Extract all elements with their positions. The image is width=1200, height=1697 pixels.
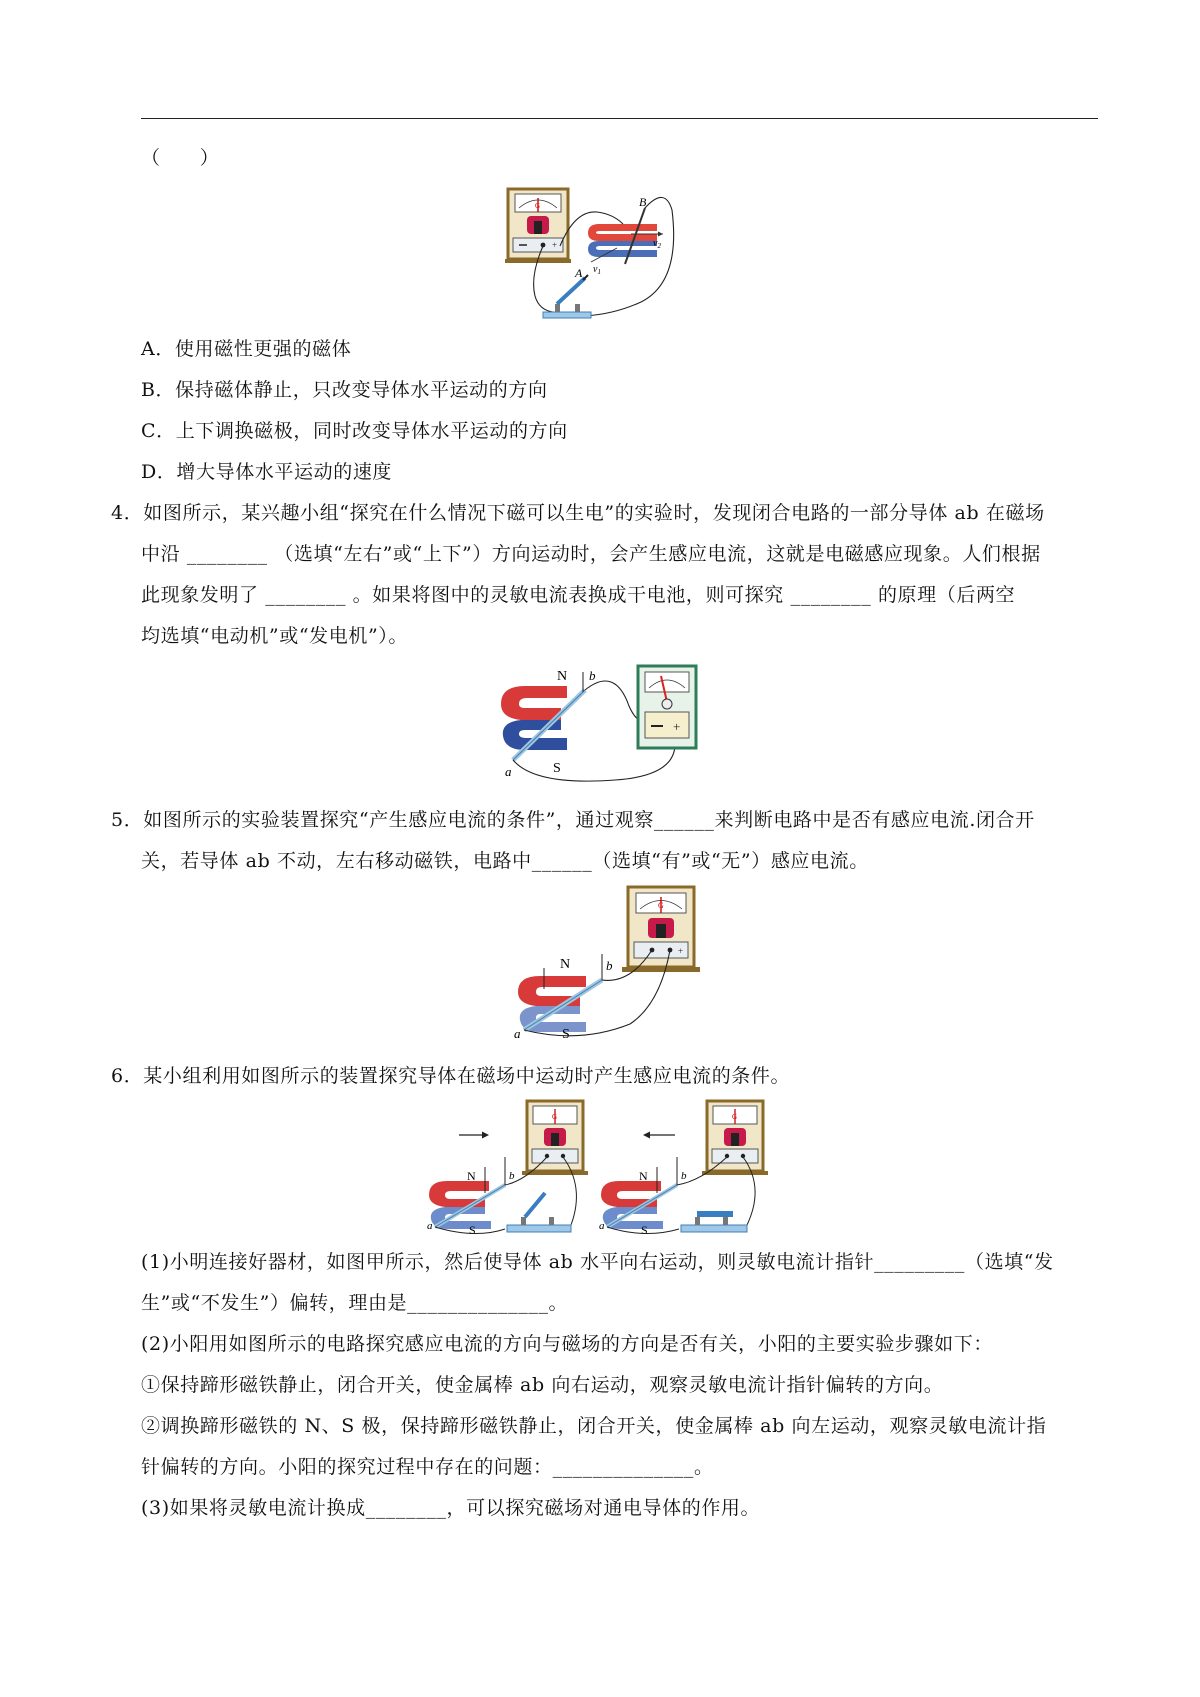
switch-icon	[543, 275, 591, 318]
svg-text:A: A	[575, 266, 583, 280]
q5-line-2: 关，若导体 ab 不动，左右移动磁铁，电路中______（选填“有”或“无”）感应电流。	[141, 850, 869, 872]
q4-line-3: 此现象发明了 ________ 。如果将图中的灵敏电流表换成干电池，则可探究 ________ 的原理（后两空	[141, 584, 1016, 606]
q3-option-b: B．保持磁体静止，只改变导体水平运动的方向	[141, 379, 548, 401]
answer-bracket: （ ）	[141, 147, 220, 169]
svg-text:b: b	[509, 1170, 515, 1182]
galvanometer-icon	[522, 1101, 588, 1175]
q3-figure	[505, 186, 705, 332]
q6-line-6: ②调换蹄形磁铁的 N、S 极，保持蹄形磁铁静止，闭合开关，使金属棒 ab 向左运动，观察灵敏电流计指	[141, 1415, 1047, 1437]
horseshoe-magnet-icon	[588, 208, 657, 264]
svg-text:a: a	[599, 1220, 605, 1232]
svg-text:b: b	[589, 668, 596, 683]
q6-line-7: 针偏转的方向。小阳的探究过程中存在的问题：______________。	[141, 1456, 714, 1478]
q6-figure	[425, 1097, 795, 1237]
q5-line-1: 5．如图所示的实验装置探究“产生感应电流的条件”，通过观察______来判断电路中是否有感应电流.闭合开	[111, 809, 1035, 831]
svg-text:S: S	[562, 1027, 570, 1040]
svg-text:+: +	[552, 240, 558, 250]
q4-line-2: 中沿 ________ （选填“左右”或“上下”）方向运动时，会产生感应电流，这就是电磁感应现象。人们根据	[141, 543, 1041, 565]
q3-option-a: A．使用磁性更强的磁体	[141, 338, 352, 360]
q6-line-4: (2)小阳用如图所示的电路探究感应电流的方向与磁场的方向是否有关，小阳的主要实验步骤如下：	[141, 1333, 993, 1355]
svg-text:a: a	[505, 764, 512, 779]
galvanometer-icon	[622, 887, 700, 972]
svg-text:N: N	[557, 669, 568, 684]
header-rule	[141, 118, 1098, 119]
svg-text:G: G	[552, 1113, 558, 1121]
svg-text:b: b	[681, 1170, 687, 1182]
svg-text:+: +	[678, 946, 684, 956]
q4-figure	[495, 660, 705, 782]
switch-icon	[681, 1211, 747, 1232]
svg-text:G: G	[535, 202, 541, 210]
q6-line-8: (3)如果将灵敏电流计换成________，可以探究磁场对通电导体的作用。	[141, 1497, 761, 1519]
galvanometer-icon	[638, 666, 696, 748]
q6-left-setup	[427, 1101, 588, 1237]
q3-option-c: C．上下调换磁极，同时改变导体水平运动的方向	[141, 420, 568, 442]
q4-line-1: 4．如图所示，某兴趣小组“探究在什么情况下磁可以生电”的实验时，发现闭合电路的一部分导体 ab 在磁场	[111, 502, 1045, 524]
q6-right-setup	[599, 1101, 768, 1237]
svg-text:S: S	[641, 1223, 648, 1237]
horseshoe-magnet-icon	[518, 976, 586, 1032]
svg-text:a: a	[427, 1220, 433, 1232]
galvanometer-icon	[702, 1101, 768, 1175]
svg-text:N: N	[467, 1169, 476, 1183]
q6-line-5: ①保持蹄形磁铁静止，闭合开关，使金属棒 ab 向右运动，观察灵敏电流计指针偏转的方向。	[141, 1374, 944, 1396]
q5-figure	[510, 884, 710, 1040]
q3-option-d: D．增大导体水平运动的速度	[141, 461, 393, 483]
svg-text:B: B	[639, 195, 647, 209]
q6-line-2: (1)小明连接好器材，如图甲所示，然后使导体 ab 水平向右运动，则灵敏电流计指针_________（选填“发	[141, 1251, 1054, 1273]
svg-text:a: a	[514, 1026, 521, 1040]
svg-text:S: S	[469, 1223, 476, 1237]
q6-line-3: 生”或“不发生”）偏转，理由是______________。	[141, 1292, 569, 1314]
svg-text:G: G	[658, 901, 664, 910]
svg-text:N: N	[560, 957, 571, 972]
svg-text:N: N	[639, 1169, 648, 1183]
svg-text:S: S	[553, 761, 561, 776]
q4-line-4: 均选填“电动机”或“发电机”）。	[141, 625, 408, 647]
q6-line-1: 6．某小组利用如图所示的装置探究导体在磁场中运动时产生感应电流的条件。	[111, 1065, 791, 1087]
svg-text:v1: $v_1$	[593, 264, 601, 276]
svg-text:G: G	[732, 1113, 738, 1121]
switch-icon	[507, 1193, 571, 1232]
svg-text:v2: $v_2$	[653, 238, 661, 250]
galvanometer-icon	[505, 189, 571, 263]
svg-text:+: +	[673, 719, 681, 734]
svg-text:b: b	[606, 958, 613, 973]
